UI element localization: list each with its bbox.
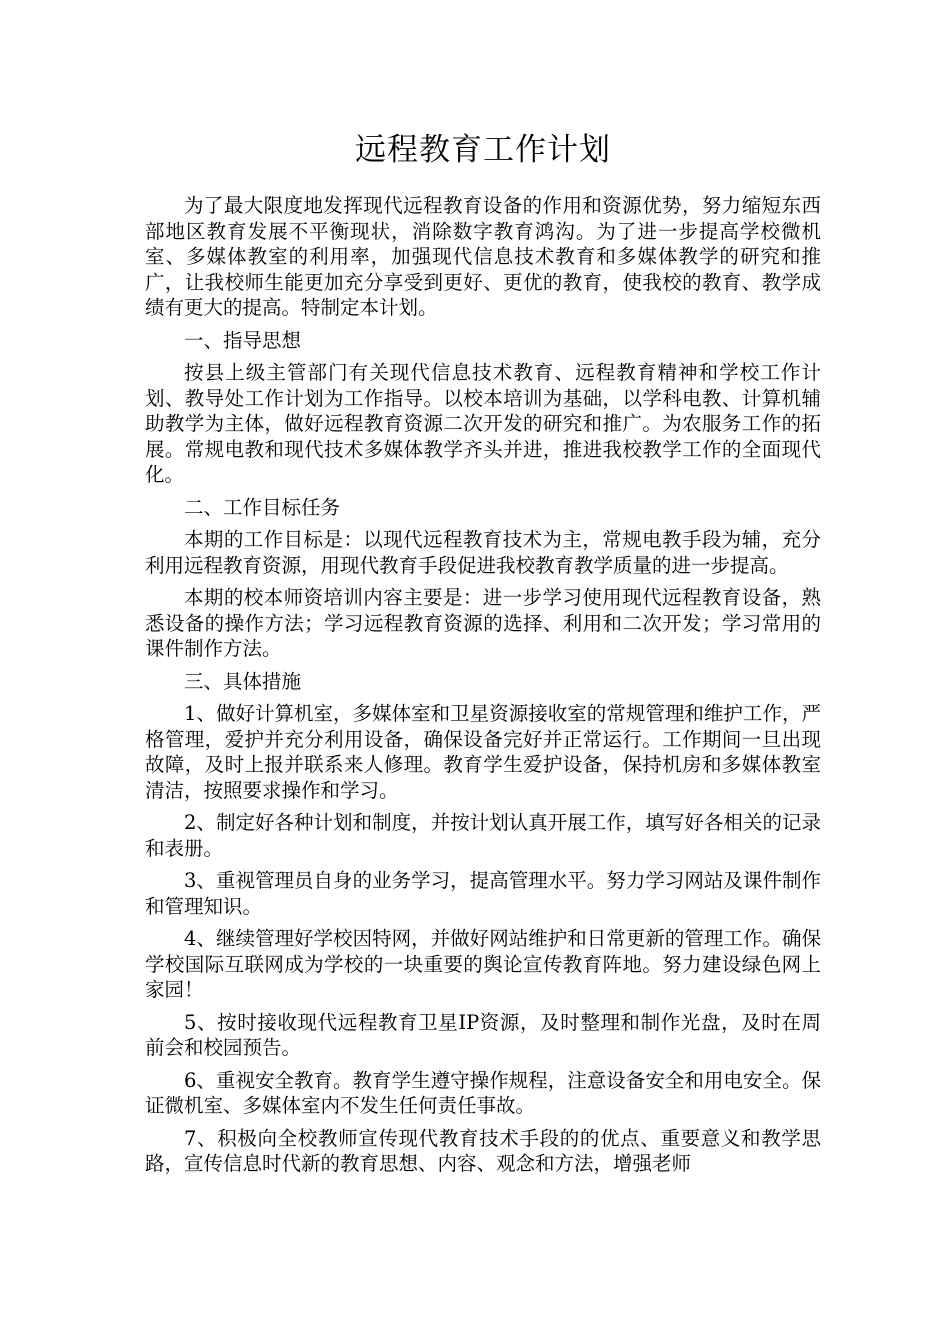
paragraph-guiding-ideology: 按县上级主管部门有关现代信息技术教育、远程教育精神和学校工作计划、教导处工作计划为工作指导。以校本培训为基础，以学科电教、计算机辅助教学为主体，做好远程教育资源二次开发的研究和推广。为农服务工作的拓展。常规电教和现代技术多媒体教学齐头并进，推进我校教学工作的全面现代化。 [145,361,821,486]
measure-item-2: 2、制定好各种计划和制度，并按计划认真开展工作，填写好各相关的记录和表册。 [145,811,821,860]
paragraph-work-goals: 本期的工作目标是：以现代远程教育技术为主，常规电教手段为辅，充分利用远程教育资源，用现代教育手段促进我校教育教学质量的进一步提高。 [145,528,821,577]
measure-item-6: 6、重视安全教育。教育学生遵守操作规程，注意设备安全和用电安全。保证微机室、多媒体室内不发生任何责任事故。 [145,1068,821,1117]
measure-item-1: 1、做好计算机室，多媒体室和卫星资源接收室的常规管理和维护工作，严格管理，爱护并充分利用设备，确保设备完好并正常运行。工作期间一旦出现故障，及时上报并联系来人修理。教育学生爱护设备，保持机房和多媒体教室清洁，按照要求操作和学习。 [145,702,821,802]
measure-item-4: 4、继续管理好学校因特网，并做好网站维护和日常更新的管理工作。确保学校国际互联网成为学校的一块重要的舆论宣传教育阵地。努力建设绿色网上家园！ [145,927,821,1001]
measure-item-7: 7、积极向全校教师宣传现代教育技术手段的的优点、重要意义和教学思路，宣传信息时代新的教育思想、内容、观念和方法，增强老师 [145,1126,821,1175]
section-heading-work-goals: 二、工作目标任务 [184,495,341,519]
intro-paragraph: 为了最大限度地发挥现代远程教育设备的作用和资源优势，努力缩短东西部地区教育发展不平衡现状，消除数字教育鸿沟。为了进一步提高学校微机室、多媒体教室的利用率，加强现代信息技术教育和多媒体教学的研究和推广，让我校师生能更加充分享受到更好、更优的教育，使我校的教育、教学成绩有更大的提高。特制定本计划。 [145,194,821,319]
document-title: 远程教育工作计划 [355,132,611,168]
measure-item-3: 3、重视管理员自身的业务学习，提高管理水平。努力学习网站及课件制作和管理知识。 [145,869,821,918]
section-heading-specific-measures: 三、具体措施 [184,669,302,693]
document-page [145,128,821,1184]
measure-item-5: 5、按时接收现代远程教育卫星IP资源，及时整理和制作光盘，及时在周前会和校园预告。 [145,1010,821,1059]
paragraph-teacher-training: 本期的校本师资培训内容主要是：进一步学习使用现代远程教育设备，熟悉设备的操作方法；学习远程教育资源的选择、利用和二次开发；学习常用的课件制作方法。 [145,586,821,660]
section-heading-guiding-ideology: 一、指导思想 [184,328,302,352]
